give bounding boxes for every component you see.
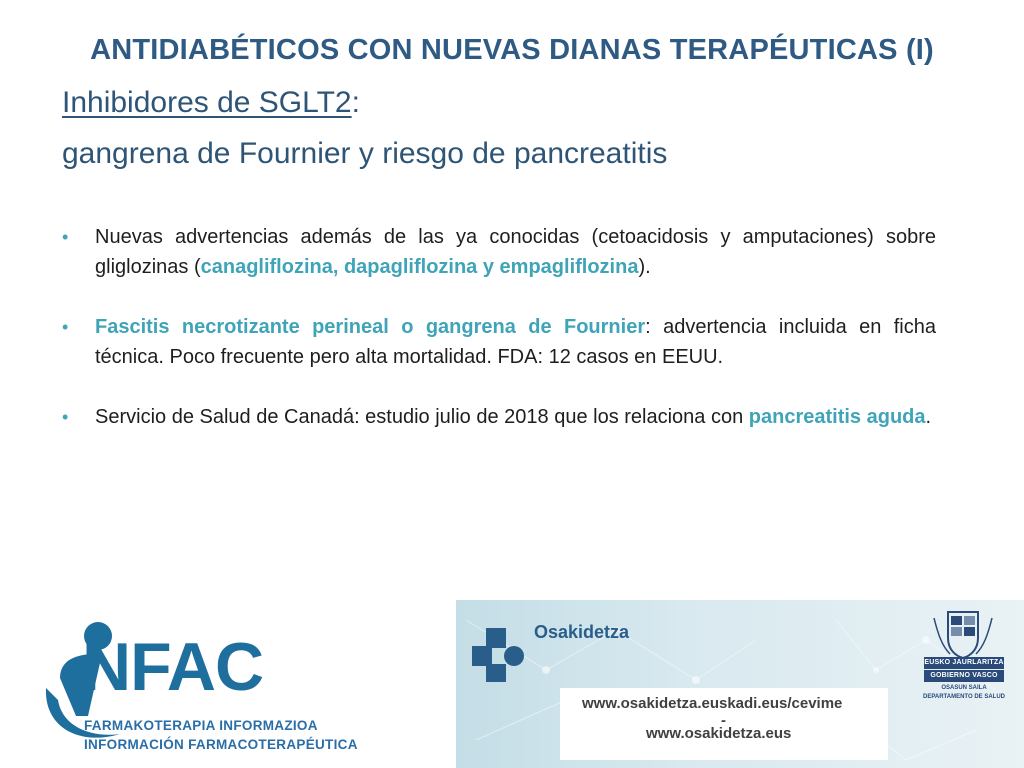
osakidetza-logo-icon bbox=[470, 626, 528, 684]
bullet-text: Servicio de Salud de Canadá: estudio julio de 2018 que los relaciona con bbox=[95, 406, 749, 428]
infac-tagline-es: INFORMACIÓN FARMACOTERAPÉUTICA bbox=[84, 737, 358, 752]
url-osakidetza[interactable]: www.osakidetza.eus bbox=[646, 725, 792, 742]
bullet-icon: • bbox=[62, 317, 69, 337]
bullet-highlight: Fascitis necrotizante perineal o gangrena de Fournier bbox=[95, 316, 646, 338]
gobierno-dept-es: DEPARTAMENTO DE SALUD bbox=[922, 694, 1005, 700]
url-cevime[interactable]: www.osakidetza.euskadi.eus/cevime bbox=[582, 695, 843, 712]
bullet-item bbox=[62, 222, 936, 282]
infac-wordmark: NFAC bbox=[82, 629, 264, 705]
gobierno-bar-eu: EUSKO JAURLARITZA bbox=[924, 657, 1004, 669]
bullet-highlight: pancreatitis aguda bbox=[748, 406, 926, 428]
subtitle-line-2: gangrena de Fournier y riesgo de pancreatitis bbox=[62, 137, 668, 170]
infac-tagline-eu: FARMAKOTERAPIA INFORMAZIOA bbox=[84, 718, 318, 733]
bullet-icon: • bbox=[62, 227, 69, 247]
bullet-text: ). bbox=[638, 256, 651, 278]
slide-title: ANTIDIABÉTICOS CON NUEVAS DIANAS TERAPÉUTICAS (I) bbox=[90, 34, 934, 66]
gobierno-bar-es: GOBIERNO VASCO bbox=[924, 670, 1004, 682]
bullet-text: . bbox=[925, 406, 932, 428]
gobierno-dept-eu: OSASUN SAILA bbox=[941, 685, 987, 691]
subtitle-underlined: Inhibidores de SGLT2 bbox=[62, 86, 352, 119]
bullet-item bbox=[62, 312, 936, 372]
bullet-highlight: canagliflozina, dapagliflozina y empagliflozina bbox=[200, 256, 639, 278]
bullet-text: : advertencia incluida en ficha técnica. Poco frecuente pero alta mortalidad. FDA: 12 casos en EEUU. bbox=[95, 316, 936, 368]
bullet-text: Nuevas advertencias además de las ya conocidas (cetoacidosis y amputaciones) sobre gliglozinas ( bbox=[95, 226, 936, 278]
subtitle-colon: : bbox=[351, 86, 360, 119]
osakidetza-name: Osakidetza bbox=[534, 622, 630, 642]
bullet-icon: • bbox=[62, 407, 69, 427]
subtitle-line-1 bbox=[62, 86, 360, 120]
bullet-list bbox=[62, 222, 936, 462]
bullet-item bbox=[62, 402, 936, 432]
url-separator: - bbox=[721, 712, 726, 729]
